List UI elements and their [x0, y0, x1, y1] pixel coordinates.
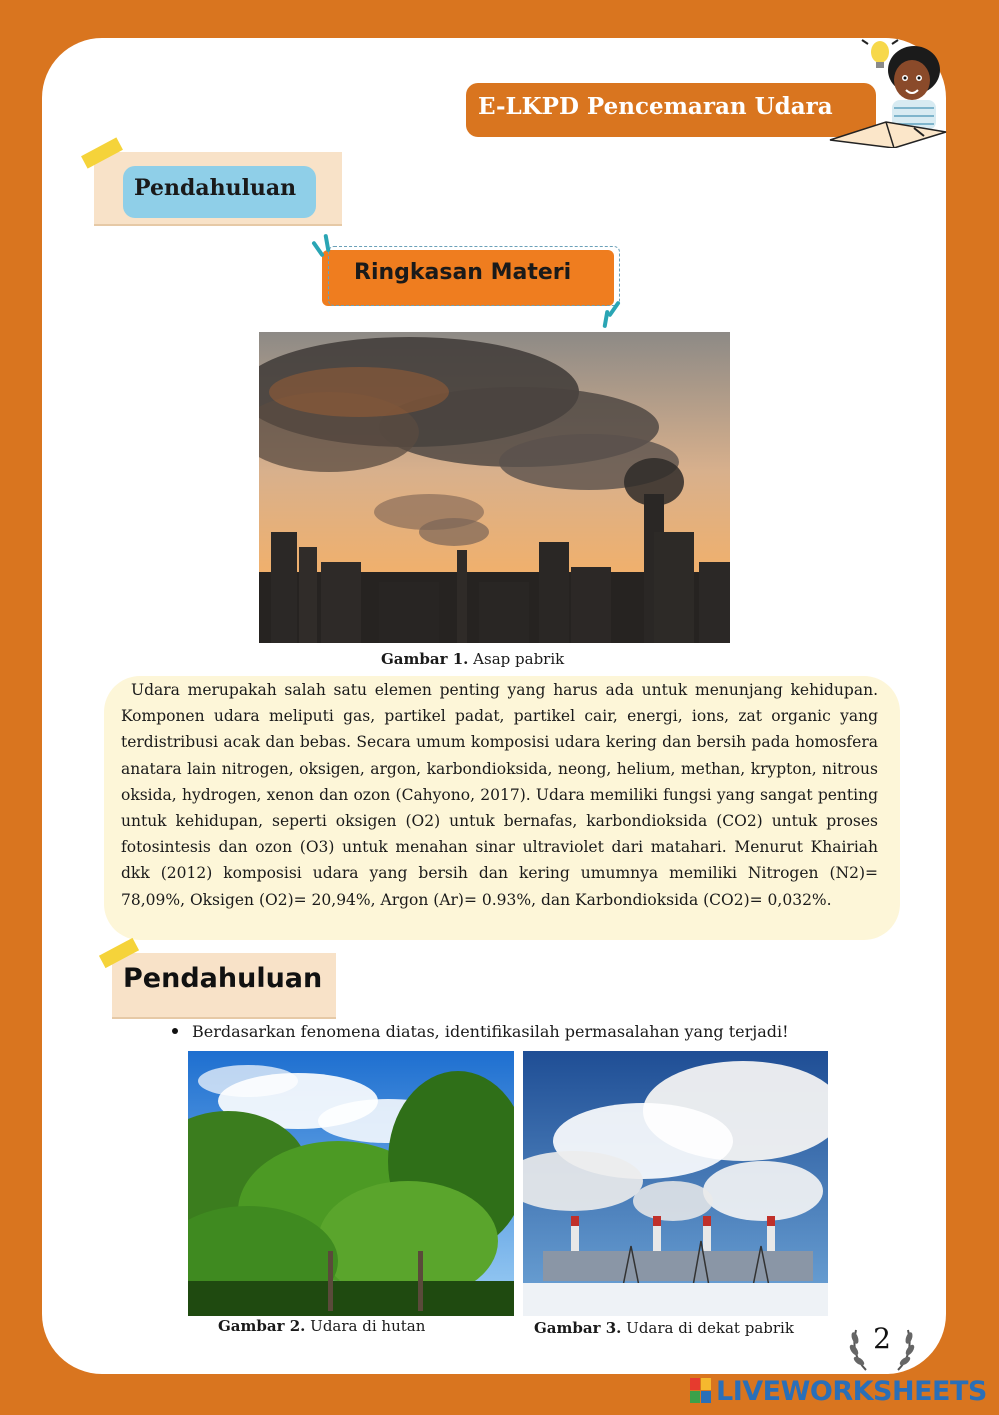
factory-smoke-image — [259, 332, 730, 643]
figure3-caption-label: Gambar 3. — [534, 1319, 622, 1337]
bullet-icon — [172, 1028, 178, 1034]
figure1-caption-label: Gambar 1. — [381, 650, 469, 668]
liveworksheets-logo-icon — [690, 1376, 712, 1406]
figure1-caption-text: Asap pabrik — [468, 650, 565, 668]
instruction-bullet — [172, 1022, 789, 1041]
instruction-text: Berdasarkan fenomena diatas, identifikasilah permasalahan yang terjadi! — [192, 1022, 789, 1041]
section2-title-pendahuluan: Pendahuluan — [123, 963, 323, 994]
figure3-caption — [534, 1319, 794, 1337]
summary-paragraph: Udara merupakah salah satu elemen penting yang harus ada untuk menunjang kehidupan. Komponen udara meliputi gas, partikel padat, partikel cair, energi, ions, zat organic yang terdistribusi acak dan bebas. Secara umum komposisi udara kering dan bersih pada homosfera anatara lain nitrogen, oksigen, argon, karbondioksida, neong, helium, methan, krypton, nitrous oksida, hydrogen, xenon dan ozon (Cahyono, 2017). Udara memiliki fungsi yang sangat penting untuk kehidupan, seperti oksigen (O2) untuk bernafas, karbondioksida (CO2) untuk proses fotosintesis dan ozon (O3) untuk menahan sinar ultraviolet dari matahari. Menurut Khairiah dkk (2012) komposisi udara yang bersih dan kering umumnya memiliki Nitrogen (N2)= 78,09%, Oksigen (O2)= 20,94%, Argon (Ar)= 0.93%, dan Karbondioksida (CO2)= 0,032%. — [121, 681, 878, 909]
liveworksheets-brand[interactable]: LIVEWORKSHEETS — [716, 1376, 987, 1407]
figure1-caption — [381, 650, 564, 668]
section-title-pendahuluan: Pendahuluan — [134, 175, 297, 201]
figure3-caption-text: Udara di dekat pabrik — [621, 1319, 794, 1337]
page-number: 2 — [873, 1322, 891, 1355]
figure2-caption-label: Gambar 2. — [218, 1317, 306, 1335]
power-plant-image — [523, 1051, 828, 1316]
subheading-ringkasan-materi: Ringkasan Materi — [354, 260, 572, 285]
student-illustration — [828, 36, 948, 148]
figure2-caption-text: Udara di hutan — [305, 1317, 426, 1335]
forest-image — [188, 1051, 514, 1316]
figure2-caption — [218, 1317, 425, 1335]
page-title: E-LKPD Pencemaran Udara — [478, 93, 833, 120]
